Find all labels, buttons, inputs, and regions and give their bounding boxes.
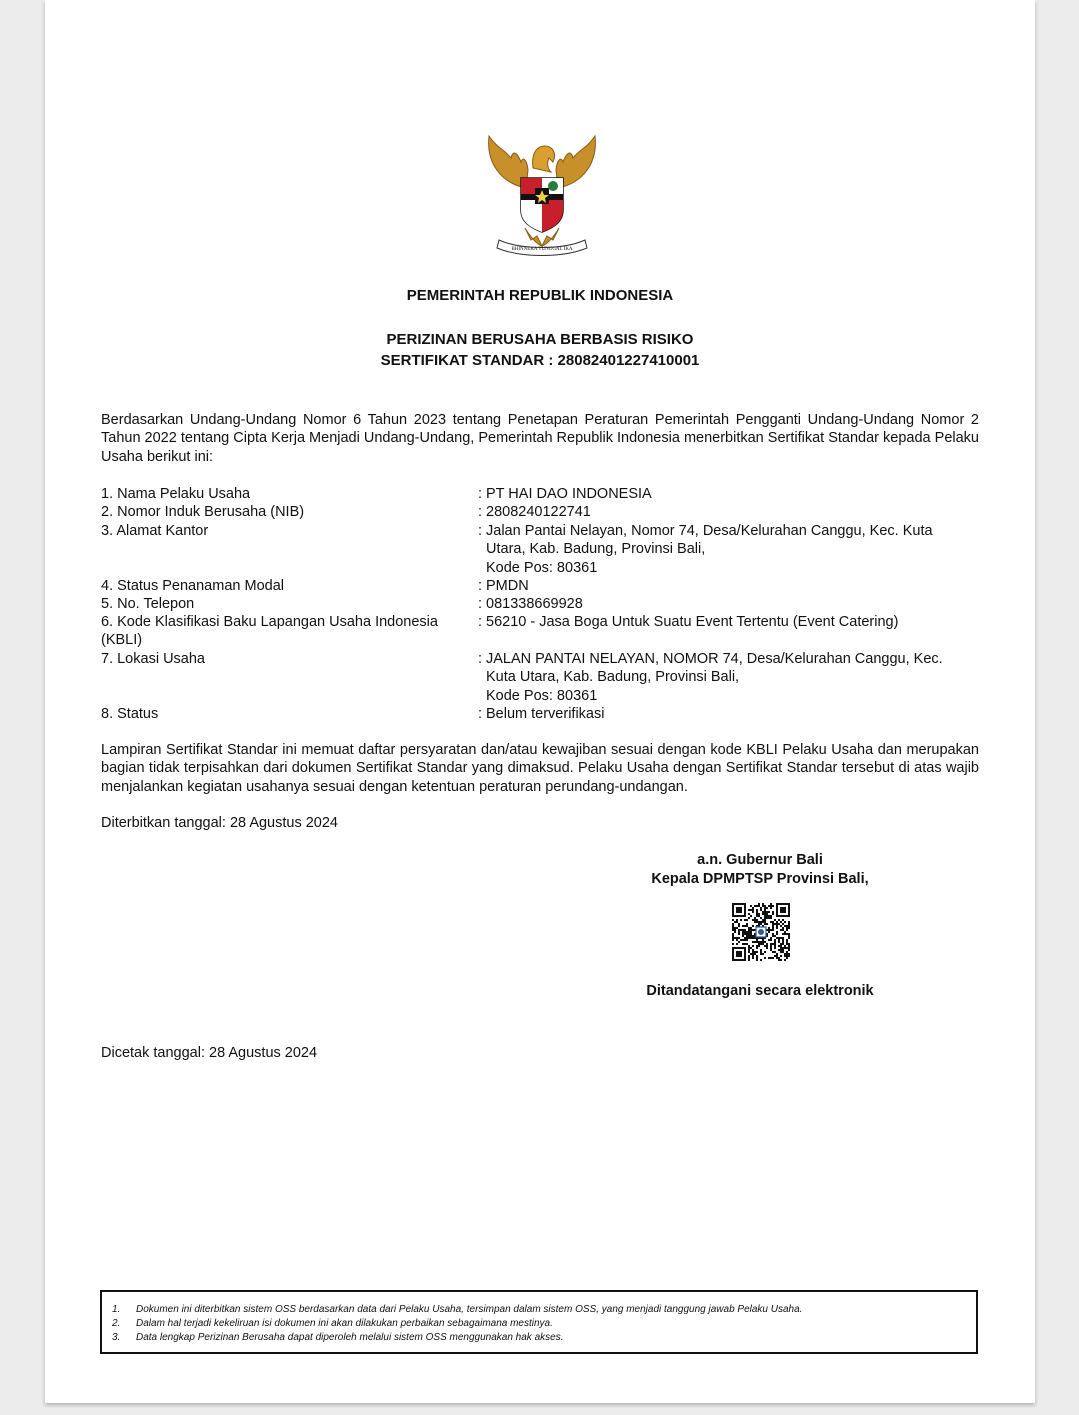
field-label: 3. Alamat Kantor: [101, 523, 209, 539]
certificate-number: SERTIFIKAT STANDAR : 28082401227410001: [380, 352, 700, 369]
field-value: Jalan Pantai Nelayan, Nomor 74, Desa/Kelurahan Canggu, Kec. Kuta Utara, Kab. Badung, Provinsi Bali, Kode Pos: 80361: [486, 523, 933, 576]
lampiran-paragraph: Lampiran Sertifikat Standar ini memuat daftar persyaratan dan/atau kewajiban sesuai dengan kode KBLI Pelaku Usaha dan merupakan bagian tidak terpisahkan dari dokumen Sertifikat Standar yang dimaksud. Pelaku Usaha dengan Sertifikat Standar tersebut di atas wajib menjalankan kegiatan usahanya sesuai dengan ketentuan peraturan perundang-undangan.: [101, 742, 979, 795]
disclaimer-box: [100, 1290, 978, 1354]
qr-code[interactable]: [732, 903, 790, 961]
certificate-page: BHINNEKA TUNGGAL IKA PEMERINTAH REPUBLIK INDONESIA PERIZINAN BERUSAHA BERBASIS RISIKO SERTIFIKAT STANDAR : 28082401227410001 Berdasarkan Undang-Undang Nomor 6 Tahun 2023 tentang Penetapan Peraturan Pemerintah Pengganti Undang-Undang Nomor 2 Tahun 2022 tentang Cipta Kerja Menjadi Undang-Undang, Pemerintah Republik Indonesia menerbitkan Sertifikat Standar kepada Pelaku Usaha berikut ini: 1. Nama Pelaku Usaha : PT HAI DAO INDONESIA 2. Nomor Induk Berusaha (NIB) : 2808240122741 3. Alamat Kantor : Jalan Pantai Nelayan, Nomor 74, Desa/Kelurahan Canggu, Kec. Kuta Utara, Kab. Badung, Provinsi Bali, Kode Pos: 80361 4. Status Penanaman Modal : PMDN 5. No. Telepon : 081338669928 6. Kode Klasifikasi Baku Lapangan Usaha Indonesia (KBLI) : 56210 - Jasa Boga Untuk Suatu Event Tertentu (Event Catering) 7. Lokasi Usaha : JALAN PANTAI NELAYAN, NOMOR 74, Desa/Kelurahan Canggu, Kec. Kuta Utara, Kab. Badung, Provinsi Bali, Kode Pos: 80361 8. Status : Belum terverifikasi Lampiran Sertifikat Standar ini memuat daftar persyaratan dan/atau kewajiban sesuai dengan kode KBLI Pelaku Usaha dan merupakan bagian tidak terpisahkan dari dokumen Sertifikat Standar yang dimaksud. Pelaku Usaha dengan Sertifikat Standar tersebut di atas wajib menjalankan kegiatan usahanya sesuai dengan ketentuan peraturan perundang-undangan. Diterbitkan tanggal: 28 Agustus 2024 a.n. Gubernur Bali Kepala DPMPTSP Provinsi Bali, Ditandatangani secara elektronik Dicetak tanggal: 28 Agustus 2024 1. Dokumen ini diterbitkan sistem OSS berdasarkan data dari Pelaku Usaha, tersimpan dalam sistem OSS, yang menjadi tanggung jawab Pelaku Usaha. 2. Dalam hal terjadi kekeliruan isi dokumen ini akan dilakukan perbaikan sebagaimana mestinya. 3. Data lengkap Perizinan Berusaha dapat diperoleh melalui sistem OSS menggunakan hak akses.: [45, 0, 1035, 1403]
electronic-signature-note: Ditandatangani secara elektronik: [646, 983, 874, 999]
field-label: 2. Nomor Induk Berusaha (NIB): [101, 504, 305, 520]
printed-date: Dicetak tanggal: 28 Agustus 2024: [101, 1045, 318, 1061]
disclaimer-item: 1. Dokumen ini diterbitkan sistem OSS berdasarkan data dari Pelaku Usaha, tersimpan dalam sistem OSS, yang menjadi tanggung jawab Pelaku Usaha.: [112, 1304, 803, 1315]
issued-date: Diterbitkan tanggal: 28 Agustus 2024: [101, 815, 338, 831]
field-value: JALAN PANTAI NELAYAN, NOMOR 74, Desa/Kelurahan Canggu, Kec. Kuta Utara, Kab. Badung, Provinsi Bali, Kode Pos: 80361: [486, 651, 943, 704]
signatory-line1: a.n. Gubernur Bali: [697, 852, 823, 868]
signatory-line2: Kepala DPMPTSP Provinsi Bali,: [651, 871, 869, 887]
document-title: PERIZINAN BERUSAHA BERBASIS RISIKO: [386, 331, 694, 348]
field-label: 4. Status Penanaman Modal: [101, 578, 284, 594]
disclaimer-item: 3. Data lengkap Perizinan Berusaha dapat diperoleh melalui sistem OSS menggunakan hak akses.: [112, 1332, 564, 1343]
field-label: 6. Kode Klasifikasi Baku Lapangan Usaha Indonesia (KBLI): [101, 614, 438, 649]
field-value: PT HAI DAO INDONESIA: [486, 486, 652, 502]
field-value: 56210 - Jasa Boga Untuk Suatu Event Tertentu (Event Catering): [486, 614, 899, 630]
intro-paragraph: Berdasarkan Undang-Undang Nomor 6 Tahun 2023 tentang Penetapan Peraturan Pemerintah Pengganti Undang-Undang Nomor 2 Tahun 2022 tentang Cipta Kerja Menjadi Undang-Undang, Pemerintah Republik Indonesia menerbitkan Sertifikat Standar kepada Pelaku Usaha berikut ini:: [101, 412, 979, 465]
field-value: PMDN: [486, 578, 529, 594]
disclaimer-item: 2. Dalam hal terjadi kekeliruan isi dokumen ini akan dilakukan perbaikan sebagaimana mestinya.: [112, 1318, 553, 1329]
government-heading: PEMERINTAH REPUBLIK INDONESIA: [406, 287, 674, 304]
field-value: 081338669928: [486, 596, 583, 612]
field-label: 8. Status: [101, 706, 159, 722]
field-value: 2808240122741: [486, 504, 591, 520]
field-label: 5. No. Telepon: [101, 596, 195, 612]
field-label: 7. Lokasi Usaha: [101, 651, 205, 667]
garuda-emblem-logo: [481, 128, 603, 264]
emblem-motto: BHINNEKA TUNGGAL IKA: [511, 247, 573, 252]
field-label: 1. Nama Pelaku Usaha: [101, 486, 251, 502]
field-value: Belum terverifikasi: [486, 706, 605, 722]
